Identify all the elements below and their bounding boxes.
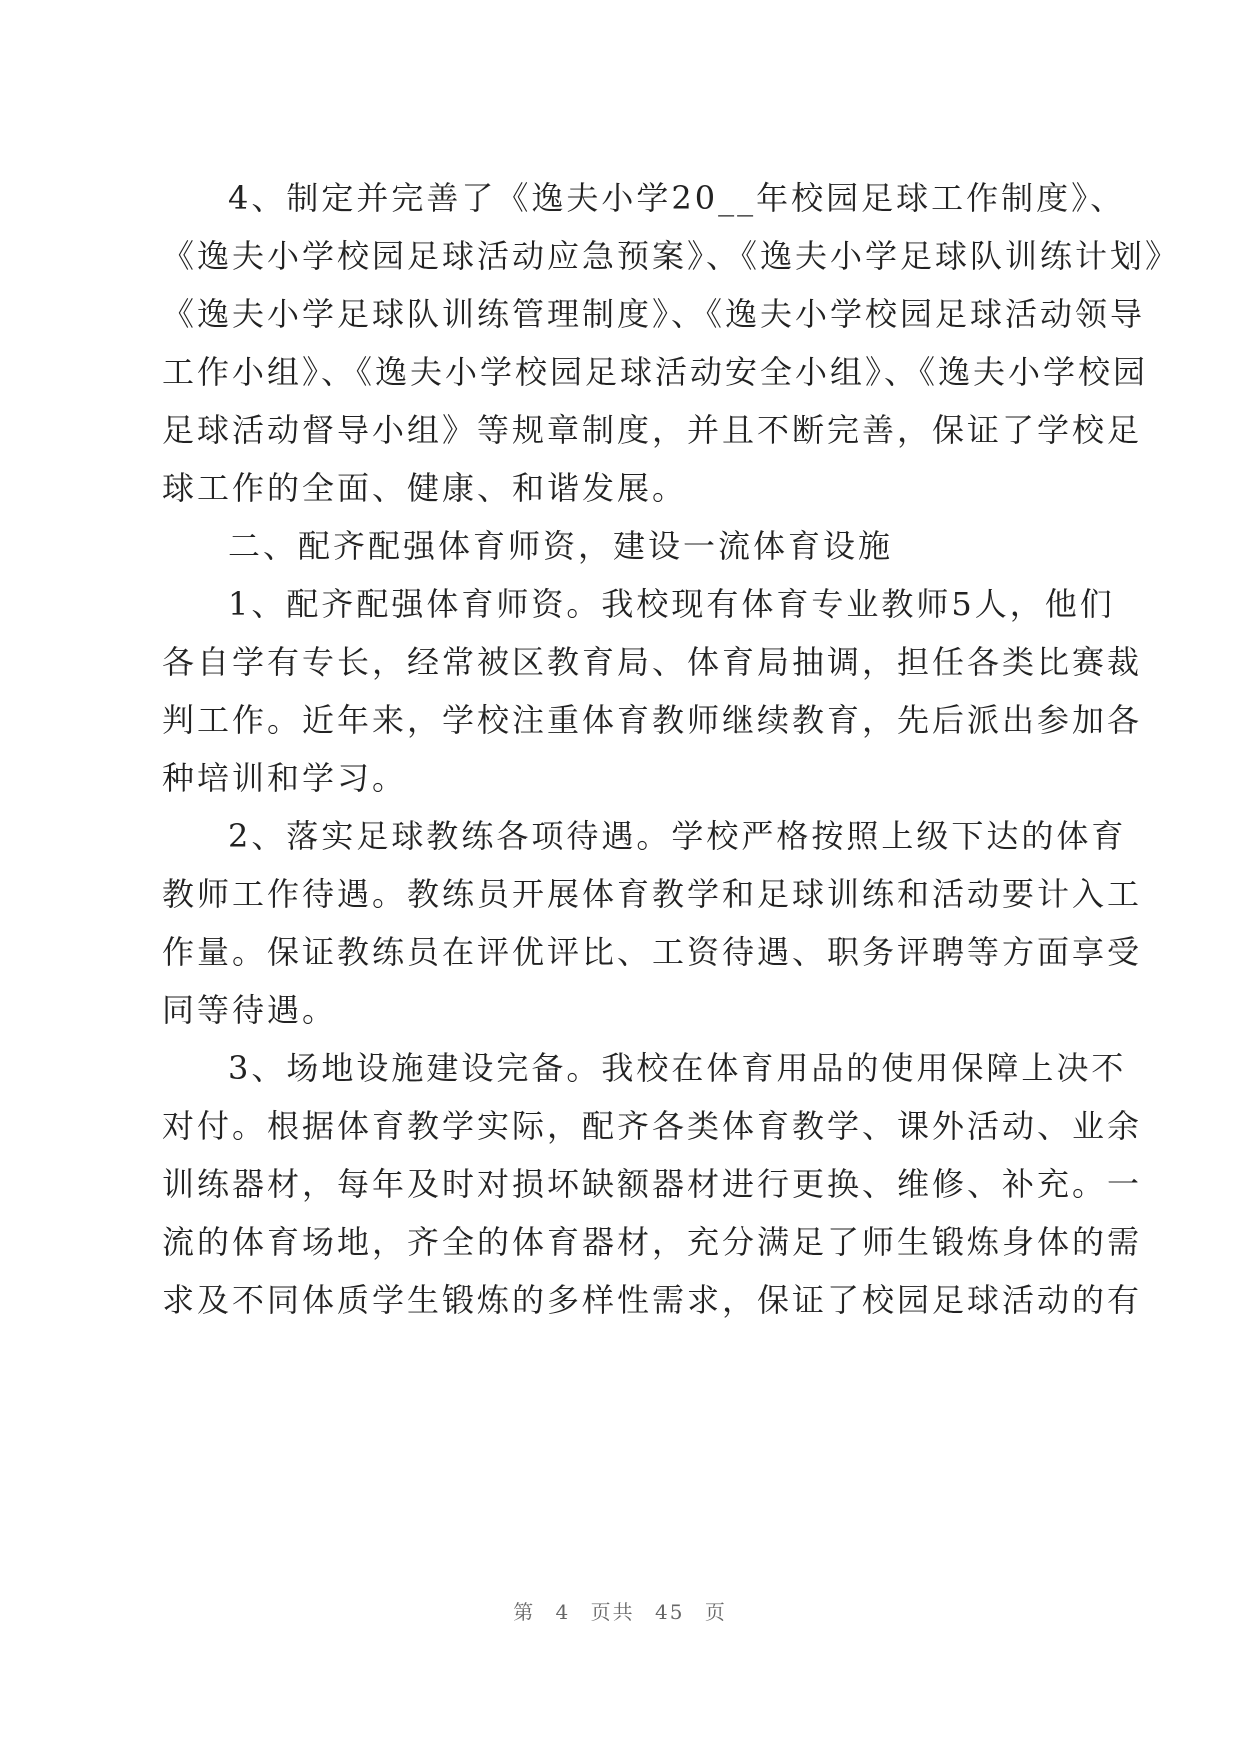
text-line: 2、落实足球教练各项待遇。学校严格按照上级下达的体育 bbox=[228, 817, 1127, 855]
footer-prefix: 第 bbox=[513, 1600, 536, 1624]
text-line: 足球活动督导小组》等规章制度，并且不断完善，保证了学校足 bbox=[162, 411, 1143, 449]
section-heading: 二、配齐配强体育师资，建设一流体育设施 bbox=[228, 527, 894, 565]
text-line: 3、场地设施建设完备。我校在体育用品的使用保障上决不 bbox=[228, 1049, 1127, 1087]
text-line: 各自学有专长，经常被区教育局、体育局抽调，担任各类比赛裁 bbox=[162, 643, 1143, 681]
text-line: 4、制定并完善了《逸夫小学20__年校园足球工作制度》、 bbox=[228, 179, 1126, 217]
text-line: 判工作。近年来，学校注重体育教师继续教育，先后派出参加各 bbox=[162, 701, 1143, 739]
footer-total-pages: 45 bbox=[655, 1600, 685, 1624]
text-line: 求及不同体质学生锻炼的多样性需求，保证了校园足球活动的有 bbox=[162, 1281, 1143, 1319]
text-line: 《逸夫小学校园足球活动应急预案》、《逸夫小学足球队训练计划》 bbox=[162, 237, 1181, 275]
footer-page-number: 4 bbox=[555, 1600, 571, 1624]
text-line: 训练器材，每年及时对损坏缺额器材进行更换、维修、补充。一 bbox=[162, 1165, 1143, 1203]
footer-suffix: 页 bbox=[704, 1600, 727, 1624]
text-line: 球工作的全面、健康、和谐发展。 bbox=[162, 469, 688, 507]
text-line: 1、配齐配强体育师资。我校现有体育专业教师5人，他们 bbox=[228, 585, 1115, 623]
text-line: 同等待遇。 bbox=[162, 991, 338, 1029]
text-line: 工作小组》、《逸夫小学校园足球活动安全小组》、《逸夫小学校园 bbox=[162, 353, 1149, 391]
text-line: 种培训和学习。 bbox=[162, 759, 408, 797]
text-line: 流的体育场地，齐全的体育器材，充分满足了师生锻炼身体的需 bbox=[162, 1223, 1143, 1261]
text-line: 作量。保证教练员在评优评比、工资待遇、职务评聘等方面享受 bbox=[162, 933, 1143, 971]
page-footer bbox=[0, 1596, 1240, 1625]
footer-middle: 页共 bbox=[590, 1600, 635, 1624]
text-line: 对付。根据体育教学实际，配齐各类体育教学、课外活动、业余 bbox=[162, 1107, 1143, 1145]
text-line: 《逸夫小学足球队训练管理制度》、《逸夫小学校园足球活动领导 bbox=[162, 295, 1146, 333]
text-line: 教师工作待遇。教练员开展体育教学和足球训练和活动要计入工 bbox=[162, 875, 1143, 913]
